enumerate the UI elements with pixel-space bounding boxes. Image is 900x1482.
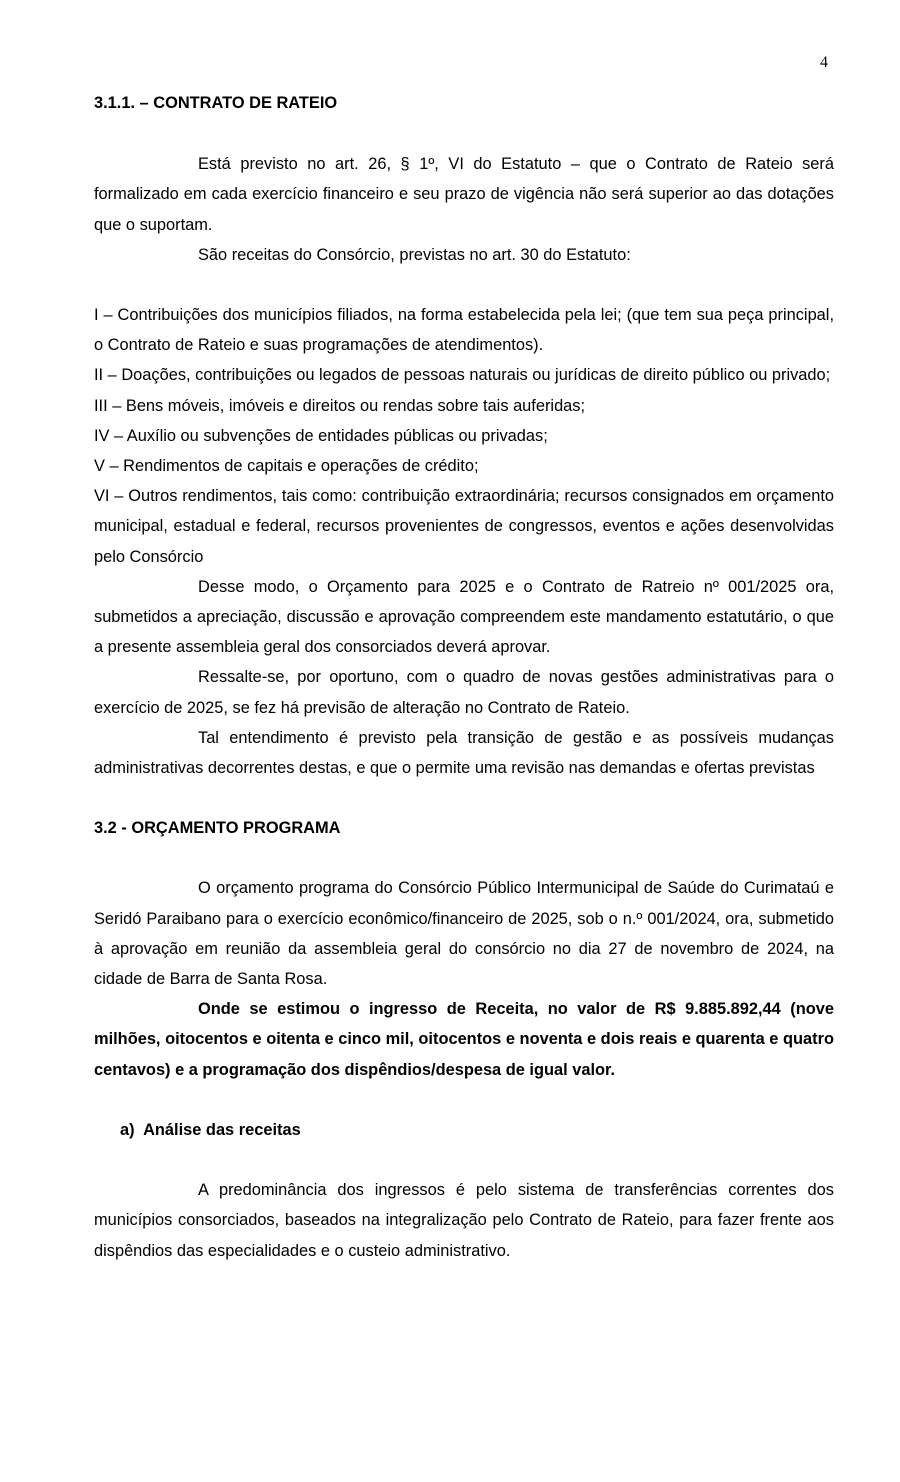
paragraph-estatuto-art26: Está previsto no art. 26, § 1º, VI do Estatuto – que o Contrato de Rateio será formalizado em cada exercício financeiro e seu prazo de vigência não será superior ao das dotações que o suportam. xyxy=(94,155,834,234)
paragraph-orcamento-programa: O orçamento programa do Consórcio Público Intermunicipal de Saúde do Curimataú e Seridó Paraibano para o exercício econômico/financeiro de 2025, sob o n.º 001/2024, ora, submetido à aprovação em reunião da assembleia geral do consórcio no dia 27 de novembro de 2024, na cidade de Barra de Santa Rosa. xyxy=(94,879,834,989)
list-item-receita-iii: III – Bens móveis, imóveis e direitos ou rendas sobre tais auferidas; xyxy=(94,396,586,415)
paragraph-predominancia-ingressos: A predominância dos ingressos é pelo sistema de transferências correntes dos municípios consorciados, baseados na integralização pelo Contrato de Rateio, para fazer frente aos dispêndios das especialidades e o custeio administrativo. xyxy=(94,1181,834,1260)
list-item-receita-i: I – Contribuições dos municípios filiados, na forma estabelecida pela lei; (que tem sua peça principal, o Contrato de Rateio e suas programações de atendimentos). xyxy=(94,306,834,355)
subsection-heading-analise-receitas: a) Análise das receitas xyxy=(120,1120,301,1139)
paragraph-ressalte-se: Ressalte-se, por oportuno, com o quadro de novas gestões administrativas para o exercício de 2025, se fez há previsão de alteração no Contrato de Rateio. xyxy=(94,668,834,717)
list-item-receita-v: V – Rendimentos de capitais e operações de crédito; xyxy=(94,457,479,476)
list-item-receita-ii: II – Doações, contribuições ou legados de pessoas naturais ou jurídicas de direito público ou privado; xyxy=(94,366,831,385)
list-item-receita-iv: IV – Auxílio ou subvenções de entidades públicas ou privadas; xyxy=(94,426,548,445)
paragraph-orcamento-2025: Desse modo, o Orçamento para 2025 e o Contrato de Ratreio nº 001/2025 ora, submetidos a apreciação, discussão e aprovação compreendem este mandamento estatutário, o que a presente assembleia geral dos consorciados deverá aprovar. xyxy=(94,577,834,657)
document-body xyxy=(94,88,834,1266)
paragraph-tal-entendimento: Tal entendimento é previsto pela transição de gestão e as possíveis mudanças administrativas decorrentes destas, e que o permite uma revisão nas demandas e ofertas previstas xyxy=(94,728,834,778)
section-heading-orcamento-programa: 3.2 - ORÇAMENTO PROGRAMA xyxy=(94,819,341,838)
paragraph-receita-estimada: Onde se estimou o ingresso de Receita, no valor de R$ 9.885.892,44 (nove milhões, oitocentos e oitenta e cinco mil, oitocentos e noventa e dois reais e quarenta e quatro centavos) e a programação dos dispêndios/despesa de igual valor. xyxy=(94,1000,834,1079)
paragraph-receitas-intro: São receitas do Consórcio, previstas no art. 30 do Estatuto: xyxy=(198,245,631,264)
page-number: 4 xyxy=(820,54,828,71)
list-item-receita-vi: VI – Outros rendimentos, tais como: contribuição extraordinária; recursos consignados em orçamento municipal, estadual e federal, recursos provenientes de congressos, eventos e ações desenvolvidas pelo Consórcio xyxy=(94,487,834,566)
section-heading-contrato-de-rateio: 3.1.1. – CONTRATO DE RATEIO xyxy=(94,94,338,112)
